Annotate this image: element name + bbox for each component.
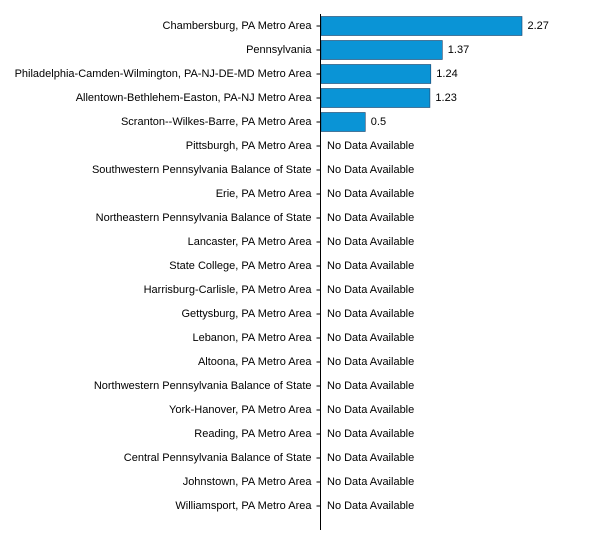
category-label: Gettysburg, PA Metro Area bbox=[181, 308, 312, 320]
no-data-label: No Data Available bbox=[327, 356, 415, 368]
category-label: Chambersburg, PA Metro Area bbox=[162, 20, 312, 32]
no-data-label: No Data Available bbox=[327, 308, 415, 320]
bar bbox=[321, 89, 430, 108]
bar bbox=[321, 17, 522, 36]
category-label: Central Pennsylvania Balance of State bbox=[123, 452, 312, 464]
bar bbox=[321, 113, 365, 132]
no-data-label: No Data Available bbox=[327, 452, 415, 464]
category-label: Southwestern Pennsylvania Balance of State bbox=[91, 164, 312, 176]
category-label: Lancaster, PA Metro Area bbox=[187, 236, 312, 248]
no-data-label: No Data Available bbox=[327, 380, 415, 392]
category-label: Northeastern Pennsylvania Balance of State bbox=[95, 212, 312, 224]
category-label: Williamsport, PA Metro Area bbox=[175, 500, 312, 512]
bar-value-label: 0.5 bbox=[370, 116, 387, 128]
category-label: Erie, PA Metro Area bbox=[215, 188, 312, 200]
no-data-label: No Data Available bbox=[327, 260, 415, 272]
no-data-label: No Data Available bbox=[327, 188, 415, 200]
category-label: Pennsylvania bbox=[246, 44, 312, 56]
no-data-label: No Data Available bbox=[327, 212, 415, 224]
bar-value-label: 2.27 bbox=[527, 20, 549, 32]
no-data-label: No Data Available bbox=[327, 140, 415, 152]
bar-value-label: 1.37 bbox=[447, 44, 470, 56]
bar bbox=[321, 65, 431, 84]
no-data-label: No Data Available bbox=[327, 476, 415, 488]
category-label: Philadelphia-Camden-Wilmington, PA-NJ-DE-MD Metro Area bbox=[14, 68, 312, 80]
category-label: York-Hanover, PA Metro Area bbox=[169, 404, 312, 416]
category-label: Lebanon, PA Metro Area bbox=[192, 332, 312, 344]
chart-rows bbox=[15, 17, 549, 513]
bar bbox=[321, 41, 442, 60]
bar-value-label: 1.23 bbox=[435, 92, 457, 104]
no-data-label: No Data Available bbox=[327, 428, 415, 440]
no-data-label: No Data Available bbox=[327, 164, 415, 176]
category-label: Scranton--Wilkes-Barre, PA Metro Area bbox=[120, 116, 312, 128]
no-data-label: No Data Available bbox=[327, 236, 415, 248]
no-data-label: No Data Available bbox=[327, 284, 415, 296]
category-label: Johnstown, PA Metro Area bbox=[182, 476, 312, 488]
no-data-label: No Data Available bbox=[327, 404, 415, 416]
category-label: Altoona, PA Metro Area bbox=[197, 356, 312, 368]
category-label: Harrisburg-Carlisle, PA Metro Area bbox=[143, 284, 312, 296]
category-label: Pittsburgh, PA Metro Area bbox=[185, 140, 312, 152]
no-data-label: No Data Available bbox=[327, 500, 415, 512]
category-label: State College, PA Metro Area bbox=[169, 260, 312, 272]
no-data-label: No Data Available bbox=[327, 332, 415, 344]
category-label: Allentown-Bethlehem-Easton, PA-NJ Metro Area bbox=[75, 92, 312, 104]
bar-value-label: 1.24 bbox=[436, 68, 458, 80]
category-label: Reading, PA Metro Area bbox=[194, 428, 312, 440]
category-label: Northwestern Pennsylvania Balance of State bbox=[93, 380, 312, 392]
